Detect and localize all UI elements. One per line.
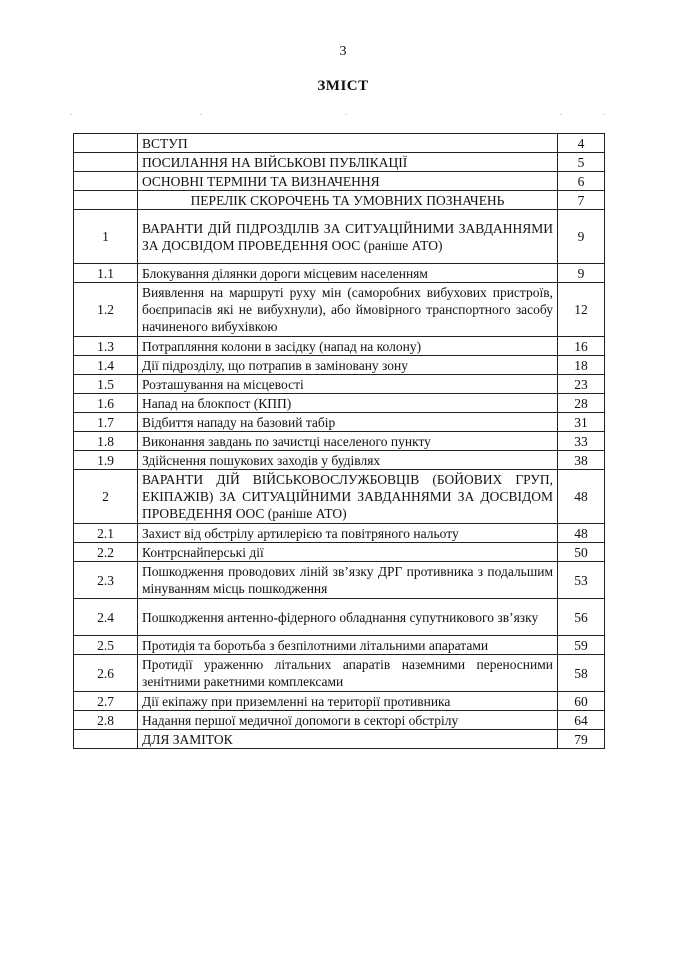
toc-row — [74, 543, 605, 562]
toc-entry-title: Контрснайперські дії — [138, 543, 558, 562]
toc-section-number: 2.1 — [74, 524, 138, 543]
toc-entry-title: Пошкодження проводових ліній зв’язку ДРГ противника з подальшим мінуванням місць пошкодження — [138, 562, 558, 599]
toc-section-number — [74, 172, 138, 191]
toc-entry-title: ВСТУП — [138, 134, 558, 153]
toc-page-number: 48 — [558, 524, 605, 543]
toc-row — [74, 524, 605, 543]
toc-entry-title: ПОСИЛАННЯ НА ВІЙСЬКОВІ ПУБЛІКАЦІЇ — [138, 153, 558, 172]
toc-section-number: 1.6 — [74, 394, 138, 413]
toc-entry-title: ПЕРЕЛІК СКОРОЧЕНЬ ТА УМОВНИХ ПОЗНАЧЕНЬ — [138, 191, 558, 210]
toc-page-number: 23 — [558, 375, 605, 394]
toc-entry-title: Блокування ділянки дороги місцевим населенням — [138, 264, 558, 283]
toc-row — [74, 172, 605, 191]
scan-dot-right: . — [603, 108, 605, 117]
toc-row — [74, 153, 605, 172]
toc-row — [74, 432, 605, 451]
toc-section-number: 1.1 — [74, 264, 138, 283]
toc-entry-title: Виконання завдань по зачистці населеного пункту — [138, 432, 558, 451]
toc-entry-title: ВАРАНТИ ДІЙ ПІДРОЗДІЛІВ ЗА СИТУАЦІЙНИМИ ЗАВДАННЯМИ ЗА ДОСВІДОМ ПРОВЕДЕННЯ ООС (раніше АТО) — [138, 210, 558, 264]
toc-row — [74, 191, 605, 210]
toc-row — [74, 562, 605, 599]
toc-page-number: 64 — [558, 711, 605, 730]
toc-section-number: 2.8 — [74, 711, 138, 730]
toc-row — [74, 394, 605, 413]
toc-section-number: 1.2 — [74, 283, 138, 337]
toc-row — [74, 470, 605, 524]
toc-section-number: 2.7 — [74, 692, 138, 711]
toc-page-number: 18 — [558, 356, 605, 375]
toc-row — [74, 451, 605, 470]
toc-section-number: 1.8 — [74, 432, 138, 451]
toc-entry-title: Пошкодження антенно-фідерного обладнання супутникового зв’язку — [138, 599, 558, 636]
toc-section-number: 2.5 — [74, 636, 138, 655]
toc-table — [73, 133, 605, 749]
toc-row — [74, 337, 605, 356]
toc-row — [74, 264, 605, 283]
toc-page-number: 12 — [558, 283, 605, 337]
toc-section-number: 1.3 — [74, 337, 138, 356]
toc-row — [74, 283, 605, 337]
toc-row — [74, 711, 605, 730]
toc-row — [74, 210, 605, 264]
toc-row — [74, 413, 605, 432]
toc-section-number: 2.2 — [74, 543, 138, 562]
toc-page-number: 16 — [558, 337, 605, 356]
page-number: 3 — [339, 44, 347, 59]
toc-entry-title: Протидії ураженню літальних апаратів наземними переносними зенітними ракетними комплексами — [138, 655, 558, 692]
toc-entry-title: Дії екіпажу при приземленні на території противника — [138, 692, 558, 711]
toc-page-number: 5 — [558, 153, 605, 172]
toc-section-number: 2.6 — [74, 655, 138, 692]
toc-page-number: 53 — [558, 562, 605, 599]
toc-page-number: 33 — [558, 432, 605, 451]
toc-page-number: 4 — [558, 134, 605, 153]
toc-page-number: 6 — [558, 172, 605, 191]
toc-entry-title: Надання першої медичної допомоги в секторі обстрілу — [138, 711, 558, 730]
toc-entry-title: ОСНОВНІ ТЕРМІНИ ТА ВИЗНАЧЕННЯ — [138, 172, 558, 191]
toc-page-number: 9 — [558, 264, 605, 283]
toc-section-number — [74, 730, 138, 749]
toc-entry-title: Відбиття нападу на базовий табір — [138, 413, 558, 432]
toc-entry-title: Розташування на місцевості — [138, 375, 558, 394]
toc-page-number: 48 — [558, 470, 605, 524]
toc-row — [74, 730, 605, 749]
toc-page-number: 59 — [558, 636, 605, 655]
toc-section-number: 1.7 — [74, 413, 138, 432]
toc-row — [74, 692, 605, 711]
toc-page-number: 56 — [558, 599, 605, 636]
toc-page-number: 31 — [558, 413, 605, 432]
scan-dot: . — [560, 108, 562, 117]
toc-row — [74, 134, 605, 153]
toc-entry-title: ДЛЯ ЗАМІТОК — [138, 730, 558, 749]
toc-section-number: 1 — [74, 210, 138, 264]
toc-body — [74, 134, 605, 749]
toc-entry-title: Протидія та боротьба з безпілотними літальними апаратами — [138, 636, 558, 655]
toc-entry-title: Здійснення пошукових заходів у будівлях — [138, 451, 558, 470]
toc-page-number: 38 — [558, 451, 605, 470]
toc-page-number: 50 — [558, 543, 605, 562]
toc-section-number: 1.9 — [74, 451, 138, 470]
toc-page-number: 79 — [558, 730, 605, 749]
toc-row — [74, 655, 605, 692]
toc-entry-title: Напад на блокпост (КПП) — [138, 394, 558, 413]
toc-row — [74, 356, 605, 375]
toc-row — [74, 375, 605, 394]
scan-dot: . — [200, 108, 202, 117]
toc-row — [74, 599, 605, 636]
toc-section-number: 1.4 — [74, 356, 138, 375]
toc-page-number: 7 — [558, 191, 605, 210]
toc-row — [74, 636, 605, 655]
toc-section-number — [74, 134, 138, 153]
toc-section-number: 1.5 — [74, 375, 138, 394]
scan-dot: . — [345, 108, 347, 117]
toc-section-number: 2.3 — [74, 562, 138, 599]
toc-page-number: 58 — [558, 655, 605, 692]
toc-entry-title: Потрапляння колони в засідку (напад на колону) — [138, 337, 558, 356]
toc-section-number — [74, 191, 138, 210]
toc-entry-title: Захист від обстрілу артилерією та повітряного нальоту — [138, 524, 558, 543]
toc-section-number: 2 — [74, 470, 138, 524]
toc-section-number — [74, 153, 138, 172]
toc-page-number: 9 — [558, 210, 605, 264]
scan-dot-left: . — [70, 108, 72, 117]
toc-entry-title: ВАРАНТИ ДІЙ ВІЙСЬКОВОСЛУЖБОВЦІВ (БОЙОВИХ ГРУП, ЕКІПАЖІВ) ЗА СИТУАЦІЙНИМИ ЗАВДАННЯМИ ЗА ДОСВІДОМ ПРОВЕДЕННЯ ООС (раніше АТО) — [138, 470, 558, 524]
toc-entry-title: Виявлення на маршруті руху мін (саморобних вибухових пристроїв, боєприпасів які не вибухнули), або ймовірного транспортного засобу начиненого вибухівкою — [138, 283, 558, 337]
toc-entry-title: Дії підрозділу, що потрапив в заміновану зону — [138, 356, 558, 375]
page-title: ЗМІСТ — [317, 78, 369, 94]
toc-page-number: 60 — [558, 692, 605, 711]
toc-page-number: 28 — [558, 394, 605, 413]
toc-section-number: 2.4 — [74, 599, 138, 636]
